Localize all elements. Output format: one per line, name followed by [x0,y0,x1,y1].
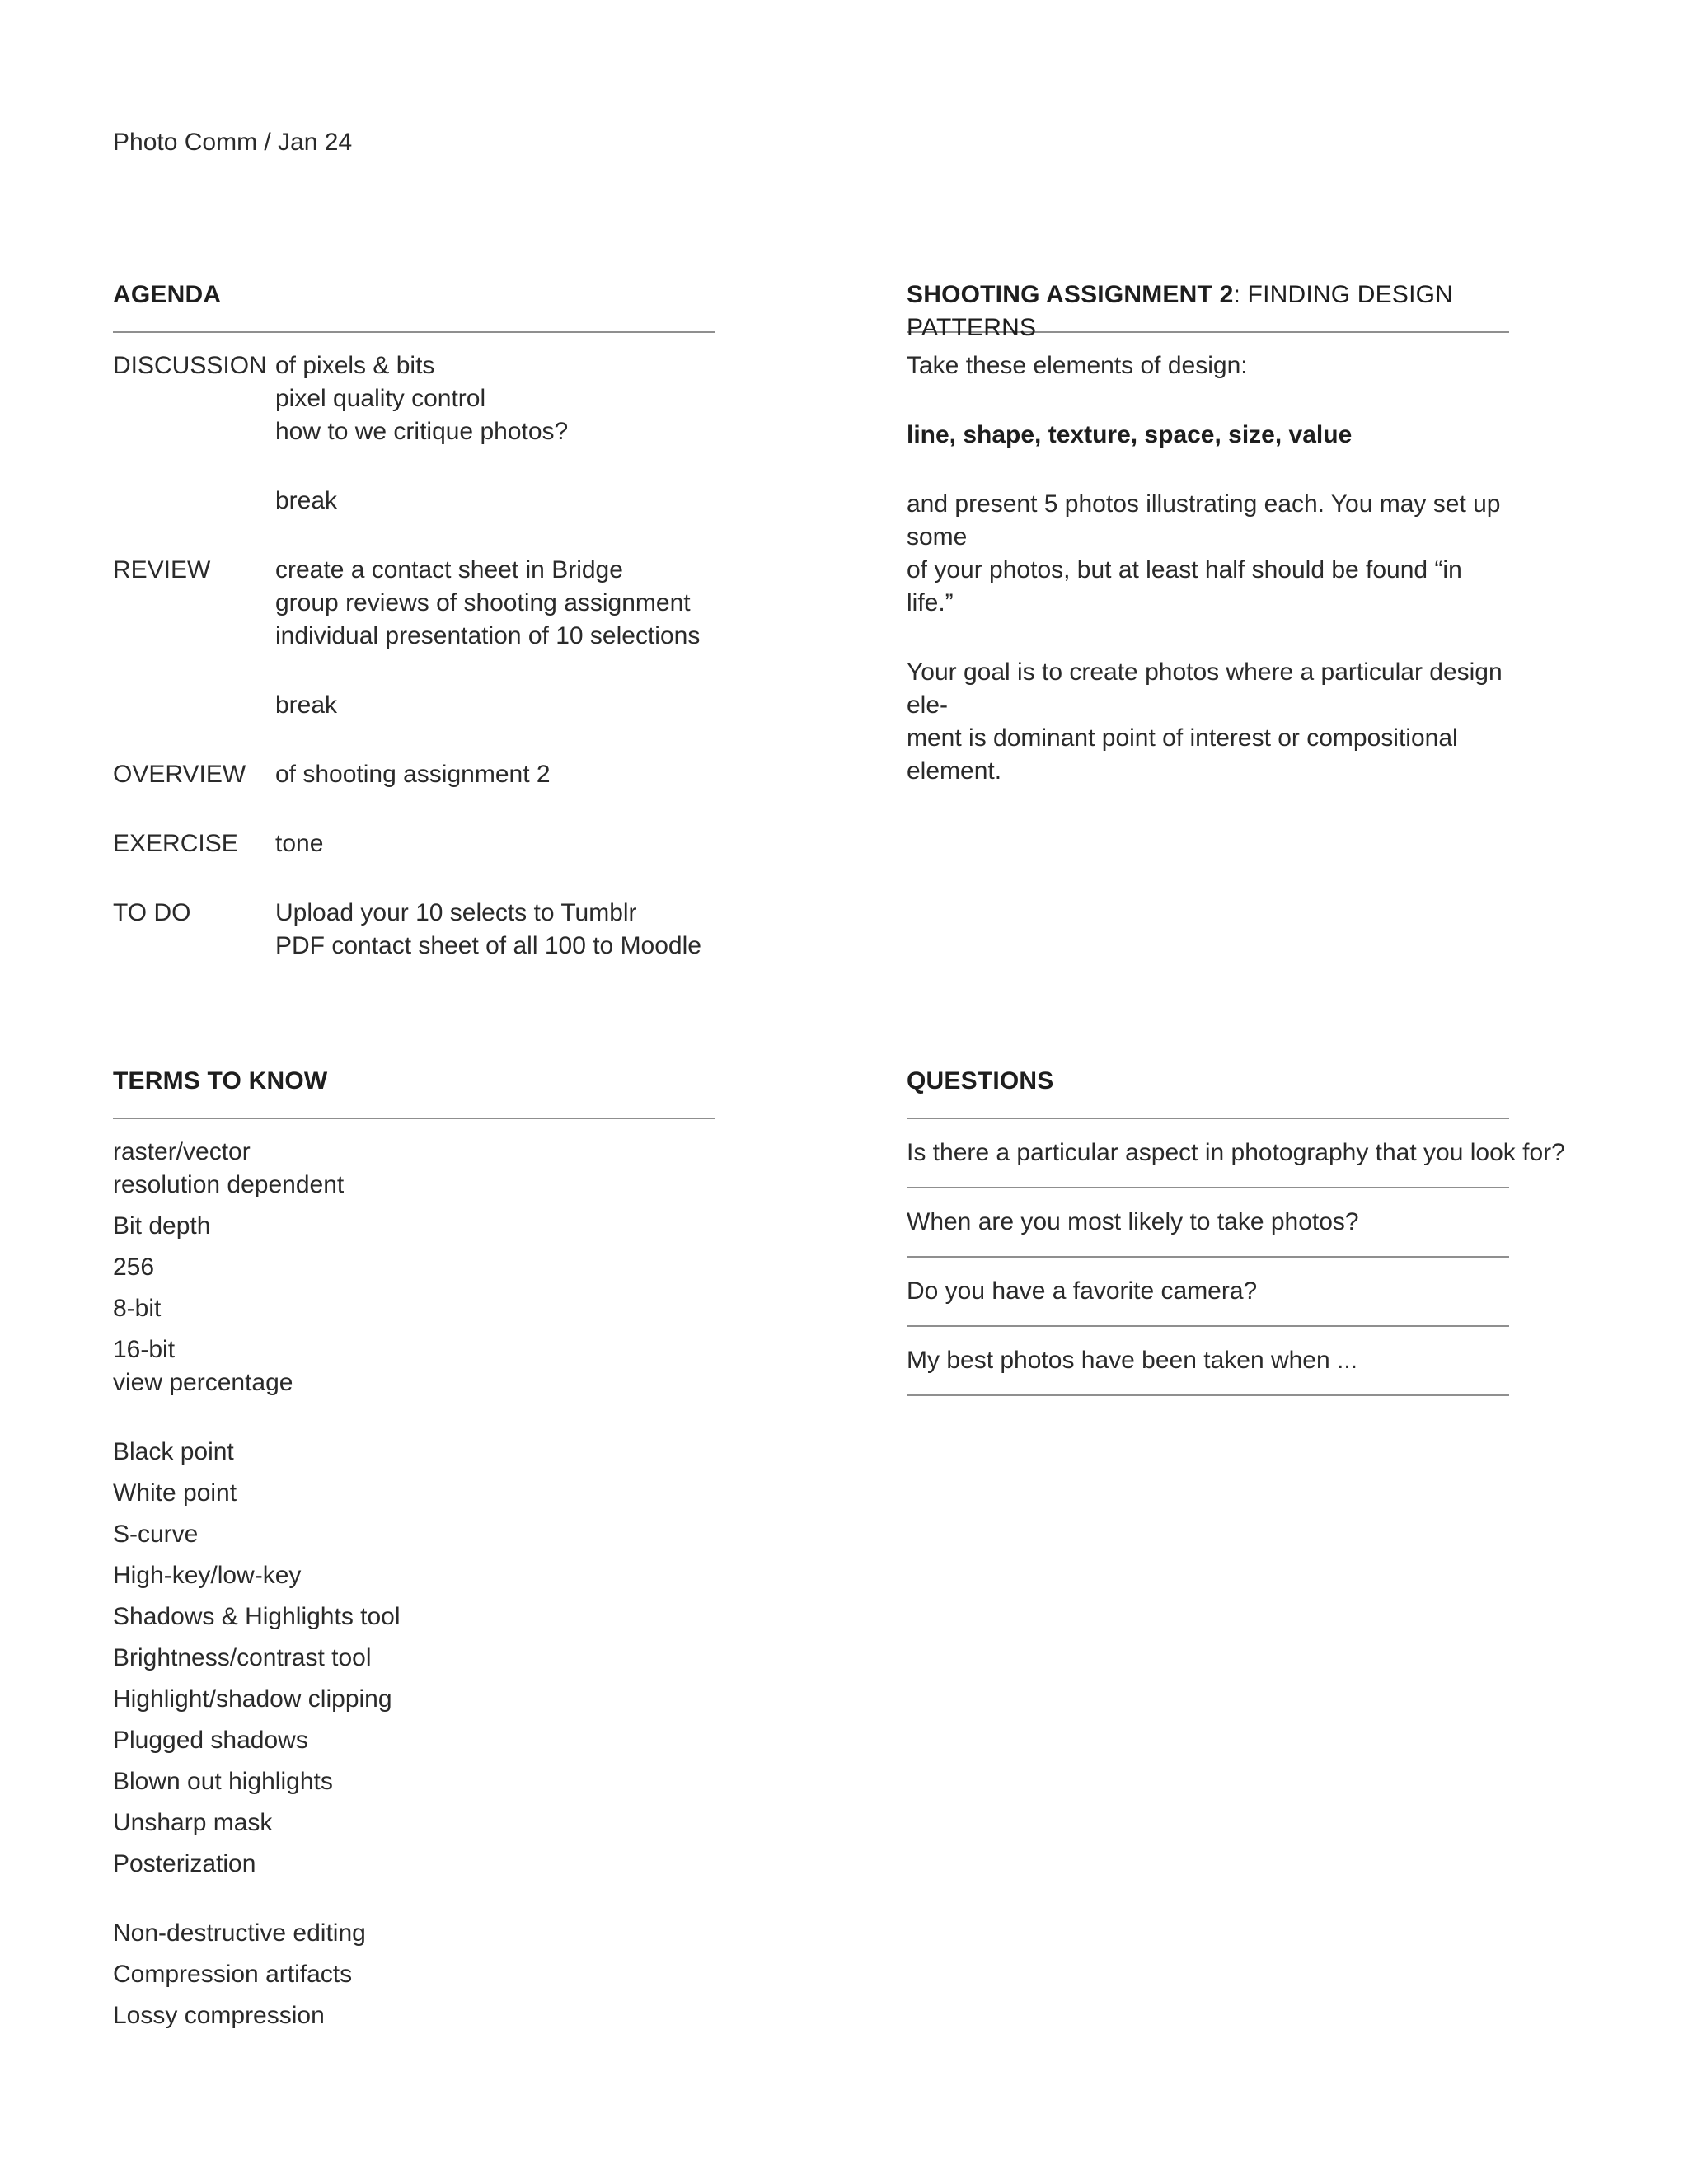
assignment-paragraph-2-line: Your goal is to create photos where a particular design ele- [907,658,1503,719]
term-entry [113,1848,715,1881]
agenda-section [113,279,715,999]
agenda-spacer [275,653,715,689]
assignment-section [907,279,1509,824]
question-item: Is there a particular aspect in photography that you look for? [907,1119,1509,1188]
term-entry [113,1765,715,1798]
terms-divider [113,1118,715,1119]
term-item: Highlight/shadow clipping [113,1685,392,1713]
agenda-item: group reviews of shooting assignment [275,589,691,616]
term-entry [113,1999,715,2032]
term-item: Shadows & Highlights tool [113,1603,401,1630]
term-entry [113,1292,715,1325]
term-entry [113,1958,715,1991]
term-item: Brightness/contrast tool [113,1644,372,1671]
term-item: Plugged shadows [113,1727,308,1754]
assignment-paragraph-1-line: of your photos, but at least half should be found “in life.” [907,556,1462,616]
term-item: Unsharp mask [113,1809,273,1836]
agenda-item: of pixels & bits [275,352,435,379]
term-item: Bit depth [113,1212,211,1240]
term-item: 16-bit [113,1336,176,1363]
agenda-row [113,897,715,963]
term-item: Compression artifacts [113,1961,353,1988]
term-entry [113,1601,715,1633]
agenda-row [113,554,715,722]
assignment-title [907,279,1509,341]
agenda-item: of shooting assignment 2 [275,761,551,788]
questions-title: QUESTIONS [907,1067,1054,1094]
term-item: Black point [113,1438,234,1465]
agenda-row-label: DISCUSSION [113,352,267,379]
agenda-row-label: EXERCISE [113,830,238,857]
term-item: White point [113,1479,237,1507]
terms-list [113,1136,715,2032]
agenda-row [113,827,715,860]
term-entry [113,1683,715,1716]
question-item: My best photos have been taken when ... [907,1327,1509,1396]
agenda-row-items [275,827,715,860]
assignment-paragraph-2-line: ment is dominant point of interest or compositional element. [907,724,1458,785]
assignment-title-bold: SHOOTING ASSIGNMENT 2 [907,281,1234,308]
agenda-item: Upload your 10 selects to Tumblr [275,899,637,926]
agenda-item: individual presentation of 10 selections [275,622,701,649]
term-item: Blown out highlights [113,1768,333,1795]
term-group [113,1436,715,1881]
term-entry [113,1333,715,1399]
agenda-list [113,349,715,963]
term-entry [113,1807,715,1840]
term-entry [113,1559,715,1592]
agenda-row-label: REVIEW [113,556,211,583]
questions-section [907,1065,1565,1396]
term-entry [113,1251,715,1284]
term-entry [113,1724,715,1757]
agenda-item: PDF contact sheet of all 100 to Moodle [275,932,701,959]
term-entry [113,1518,715,1551]
term-entry [113,1917,715,1950]
term-item: resolution dependent [113,1171,345,1198]
agenda-item: break [275,487,338,514]
term-item: raster/vector [113,1138,251,1165]
agenda-row-label: TO DO [113,899,191,926]
agenda-row-label: OVERVIEW [113,761,246,788]
agenda-row-items [275,349,715,518]
term-entry [113,1642,715,1675]
agenda-item: break [275,691,338,719]
terms-title: TERMS TO KNOW [113,1067,328,1094]
agenda-row-items [275,897,715,963]
agenda-row [113,349,715,518]
assignment-body [907,349,1509,788]
agenda-row [113,758,715,791]
term-item: High-key/low-key [113,1562,302,1589]
term-entry [113,1210,715,1243]
term-group [113,1917,715,2032]
term-item: Lossy compression [113,2002,325,2029]
assignment-intro: Take these elements of design: [907,352,1248,379]
term-item: 256 [113,1254,155,1281]
term-item: Posterization [113,1850,256,1877]
questions-list [907,1119,1565,1396]
agenda-item: create a contact sheet in Bridge [275,556,623,583]
agenda-item: tone [275,830,324,857]
agenda-item: pixel quality control [275,385,486,412]
agenda-title: AGENDA [113,281,222,308]
agenda-spacer [275,448,715,485]
assignment-paragraph-1 [907,488,1509,620]
term-item: Non-destructive editing [113,1919,366,1947]
term-item: 8-bit [113,1295,162,1322]
term-group [113,1136,715,1399]
question-item: When are you most likely to take photos? [907,1188,1509,1258]
question-item: Do you have a favorite camera? [907,1258,1509,1327]
agenda-row-items [275,758,715,791]
term-entry [113,1477,715,1510]
agenda-row-items [275,554,715,722]
term-item: view percentage [113,1369,293,1396]
term-entry [113,1136,715,1202]
assignment-title-rest: : FINDING DESIGN PATTERNS [907,281,1454,341]
term-item: S-curve [113,1521,199,1548]
agenda-item: how to we critique photos? [275,418,569,445]
terms-section [113,1065,715,2069]
agenda-divider [113,331,715,333]
assignment-paragraph-2 [907,656,1509,788]
term-entry [113,1436,715,1469]
page-header: Photo Comm / Jan 24 [113,129,353,156]
design-elements-list: line, shape, texture, space, size, value [907,421,1353,448]
assignment-paragraph-1-line: and present 5 photos illustrating each. You may set up some [907,490,1501,551]
